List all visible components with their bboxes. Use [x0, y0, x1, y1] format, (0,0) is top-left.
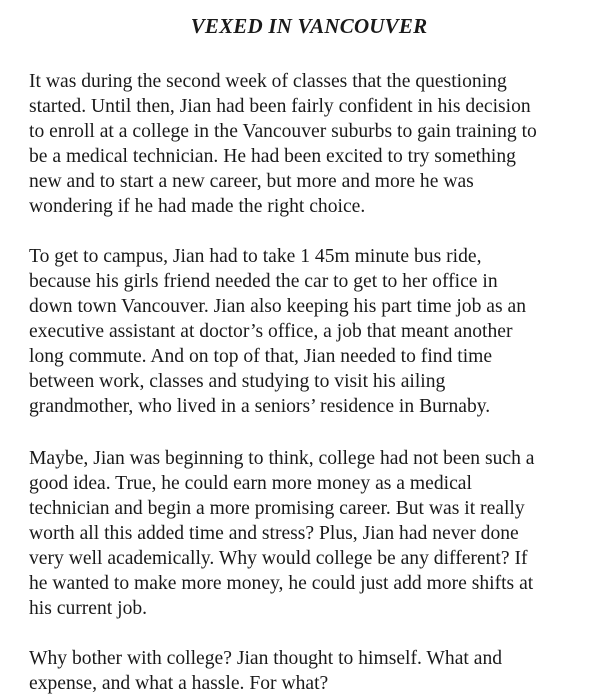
text-line: Maybe, Jian was beginning to think, college had not been such a [29, 448, 535, 469]
paragraph-1 [29, 69, 604, 219]
text-line: good idea. True, he could earn more money as a medical [29, 473, 472, 494]
text-line: long commute. And on top of that, Jian needed to find time [29, 346, 493, 367]
text-line: worth all this added time and stress? Plus, Jian had never done [29, 523, 519, 544]
text-line: grandmother, who lived in a seniors’ residence in Burnaby. [29, 396, 491, 417]
text-line: down town Vancouver. Jian also keeping his part time job as an [29, 296, 527, 317]
text-line: to enroll at a college in the Vancouver suburbs to gain training to [29, 121, 537, 142]
text-line: started. Until then, Jian had been fairly confident in his decision [29, 96, 531, 117]
text-line: Why bother with college? Jian thought to himself. What and [29, 648, 503, 669]
paragraph-3 [29, 446, 604, 621]
paragraph-4 [29, 646, 604, 696]
paragraph-2 [29, 244, 604, 419]
text-line: new and to start a new career, but more and more he was [29, 171, 474, 192]
text-line: expense, and what a hassle. For what? [29, 673, 329, 694]
text-line: between work, classes and studying to visit his ailing [29, 371, 446, 392]
text-line: technician and begin a more promising career. But was it really [29, 498, 525, 519]
text-line: he wanted to make more money, he could just add more shifts at [29, 573, 534, 594]
text-line: be a medical technician. He had been excited to try something [29, 146, 516, 167]
text-line: because his girls friend needed the car to get to her office in [29, 271, 498, 292]
text-line: very well academically. Why would college be any different? If [29, 548, 528, 569]
text-line: his current job. [29, 598, 148, 619]
text-line: executive assistant at doctor’s office, a job that meant another [29, 321, 513, 342]
text-line: wondering if he had made the right choice. [29, 196, 366, 217]
text-line: To get to campus, Jian had to take 1 45m minute bus ride, [29, 246, 482, 267]
text-line: It was during the second week of classes that the questioning [29, 71, 507, 92]
document-title: VEXED IN VANCOUVER [190, 14, 428, 38]
